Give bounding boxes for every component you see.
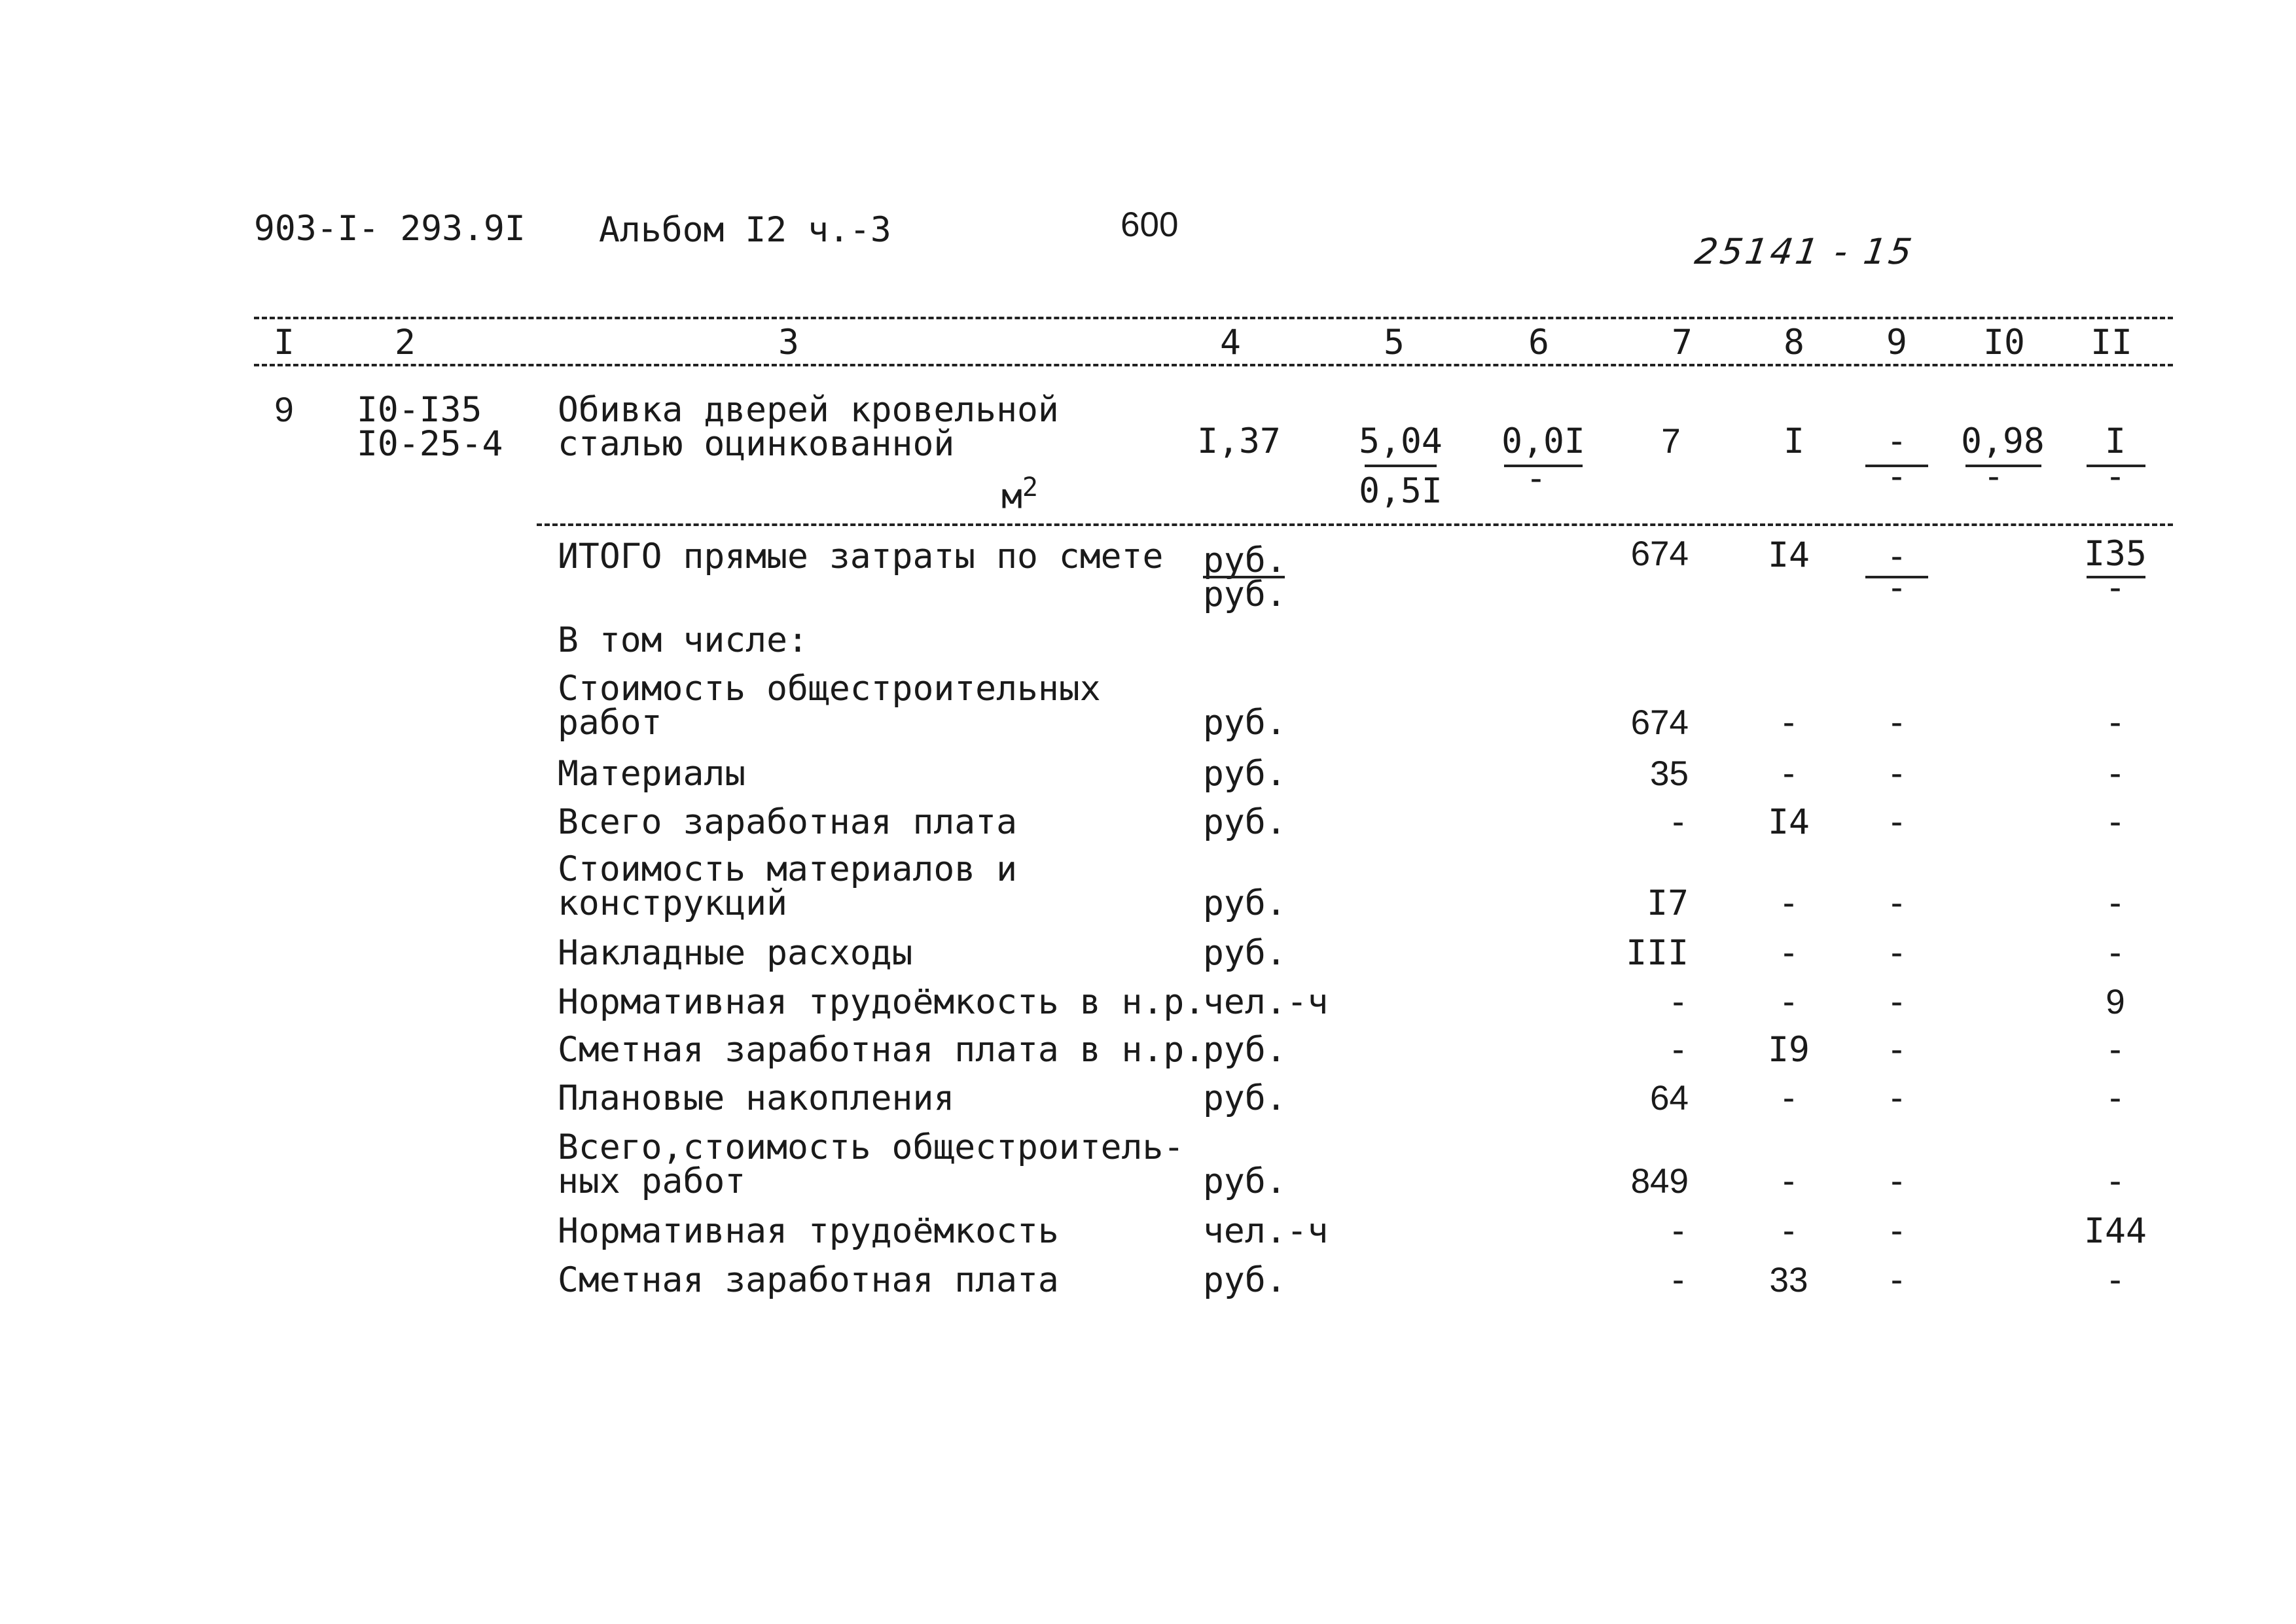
row-col9-value: - (1886, 1078, 1907, 1118)
row-col7-value: - (1668, 982, 1689, 1022)
row-unit: чел.-ч (1203, 982, 1329, 1022)
item-unit (1001, 472, 1039, 517)
row-col7-value: - (1668, 802, 1689, 842)
row-col8-value: - (1778, 933, 1799, 973)
row-label: Плановые накопления (558, 1078, 955, 1118)
header-top-rule (254, 317, 2173, 319)
total-col11-top: I35 (2084, 534, 2147, 574)
item-col9-top: - (1886, 421, 1907, 461)
row-col11-value: - (2105, 754, 2126, 794)
row-col8-value: - (1778, 703, 1799, 743)
row-label: Материалы (558, 754, 746, 794)
row-col8-value: - (1778, 883, 1799, 923)
row-unit: руб. (1203, 1030, 1287, 1070)
item-col11-bottom: - (2105, 457, 2126, 497)
row-col7-value: - (1668, 1030, 1689, 1070)
row-col9-value: - (1886, 982, 1907, 1022)
row-col8-value: - (1778, 754, 1799, 794)
column-number-10: I0 (1983, 323, 2025, 362)
item-name-line-2: сталью оцинкованной (558, 424, 955, 464)
item-number: 9 (274, 391, 294, 429)
page-number: 600 (1121, 205, 1179, 244)
column-number-11: II (2090, 323, 2132, 362)
row-unit: руб. (1203, 883, 1287, 923)
row-col11-value: - (2105, 1078, 2126, 1118)
row-col8-value: - (1778, 1078, 1799, 1118)
row-col11-value: - (2105, 703, 2126, 743)
total-col11-bottom: - (2105, 568, 2126, 608)
row-unit: чел.-ч (1203, 1211, 1329, 1251)
row-col8-value: - (1778, 982, 1799, 1022)
row-col8-value: I4 (1768, 802, 1810, 842)
row-col7-value: 674 (1630, 703, 1689, 742)
row-col7-value: I7 (1647, 883, 1689, 923)
column-number-8: 8 (1784, 323, 1804, 362)
total-label: ИТОГО прямые затраты по смете (558, 537, 1164, 576)
column-number-3: 3 (778, 323, 799, 362)
row-col7-value: 35 (1650, 754, 1689, 793)
total-col9-top: - (1886, 537, 1907, 576)
total-col7: 674 (1630, 535, 1689, 573)
row-col11-value: - (2105, 1161, 2126, 1201)
column-number-7: 7 (1672, 323, 1693, 362)
row-unit: руб. (1203, 1260, 1287, 1300)
row-col11-value: - (2105, 1030, 2126, 1070)
item-col8: I (1784, 421, 1804, 461)
row-unit: руб. (1203, 754, 1287, 794)
item-col7: 7 (1661, 422, 1681, 461)
column-number-2: 2 (395, 323, 416, 362)
item-unit-base: м (1001, 476, 1022, 517)
item-code-1: I0-I35 (357, 390, 482, 430)
row-col9-value: - (1886, 933, 1907, 973)
item-code-2: I0-25-4 (357, 424, 503, 464)
total-col9-bottom: - (1886, 568, 1907, 608)
row-col9-value: - (1886, 1211, 1907, 1251)
row-label: Всего,стоимость общестроитель- (558, 1127, 1185, 1167)
row-label: Накладные расходы (558, 933, 913, 973)
column-number-5: 5 (1384, 323, 1405, 362)
row-unit: руб. (1203, 1161, 1287, 1201)
item-name-line-1: Обивка дверей кровельной (558, 390, 1059, 430)
row-col9-value: - (1886, 703, 1907, 743)
column-number-4: 4 (1220, 323, 1241, 362)
row-col11-value: - (2105, 933, 2126, 973)
item-col11-top: I (2105, 421, 2126, 461)
item-unit-exponent: 2 (1022, 472, 1039, 503)
row-label: Нормативная трудоёмкость (558, 1211, 1059, 1251)
item-col6-top: 0,0I (1501, 421, 1585, 461)
item-separator-rule (537, 523, 2173, 526)
row-label: Всего заработная плата (558, 802, 1017, 842)
row-col7-value: - (1668, 1211, 1689, 1251)
document-code: 903-I- 293.9I (254, 209, 526, 249)
row-label: Нормативная трудоёмкость в н.р. (558, 982, 1206, 1022)
row-unit: руб. (1203, 703, 1287, 743)
header-bottom-rule (254, 364, 2173, 366)
row-col8-value: - (1778, 1211, 1799, 1251)
row-col9-value: - (1886, 754, 1907, 794)
column-number-6: 6 (1528, 323, 1549, 362)
album-reference: Альбом I2 ч.-3 (599, 210, 891, 250)
total-col8: I4 (1768, 535, 1810, 575)
row-col9-value: - (1886, 1260, 1907, 1300)
row-unit: руб. (1203, 802, 1287, 842)
row-label: Сметная заработная плата (558, 1260, 1059, 1300)
item-quantity: I,37 (1197, 421, 1281, 461)
column-number-9: 9 (1886, 323, 1907, 362)
including-label: В том числе: (558, 620, 808, 660)
row-col9-value: - (1886, 1030, 1907, 1070)
row-col9-value: - (1886, 883, 1907, 923)
total-unit-bottom: руб. (1203, 574, 1287, 614)
row-col9-value: - (1886, 802, 1907, 842)
row-col8-value: - (1778, 1161, 1799, 1201)
row-col11-value: I44 (2084, 1211, 2147, 1251)
row-label: работ (558, 703, 662, 743)
item-price-bottom: 0,5I (1359, 471, 1443, 511)
row-col7-value: - (1668, 1260, 1689, 1300)
row-unit: руб. (1203, 933, 1287, 973)
column-number-1: I (274, 323, 295, 362)
row-col7-value: 849 (1630, 1162, 1689, 1201)
row-col8-value: 33 (1769, 1261, 1808, 1299)
row-col11-value: - (2105, 802, 2126, 842)
row-label: Стоимость общестроительных (558, 669, 1101, 709)
row-col11-value: - (2105, 1260, 2126, 1300)
row-label: Стоимость материалов и (558, 849, 1017, 889)
item-col10-bottom: - (1983, 457, 2004, 497)
row-col11-value: - (2105, 883, 2126, 923)
row-unit: руб. (1203, 1078, 1287, 1118)
price-fraction-bar (1365, 465, 1437, 467)
item-col10-top: 0,98 (1961, 421, 2045, 461)
row-label: Сметная заработная плата в н.р. (558, 1030, 1206, 1070)
row-label: конструкций (558, 883, 787, 923)
row-col8-value: I9 (1768, 1030, 1810, 1070)
total-unit-top: руб. (1203, 540, 1287, 580)
row-col7-value: 64 (1650, 1079, 1689, 1118)
row-col11-value: 9 (2106, 983, 2125, 1021)
item-col6-bottom: - (1526, 459, 1547, 499)
handwritten-number: 25141 - 15 (1692, 231, 1917, 272)
row-col9-value: - (1886, 1161, 1907, 1201)
row-col7-value: III (1626, 933, 1689, 973)
item-price-top: 5,04 (1359, 421, 1443, 461)
item-col9-bottom: - (1886, 457, 1907, 497)
row-label: ных работ (558, 1161, 746, 1201)
